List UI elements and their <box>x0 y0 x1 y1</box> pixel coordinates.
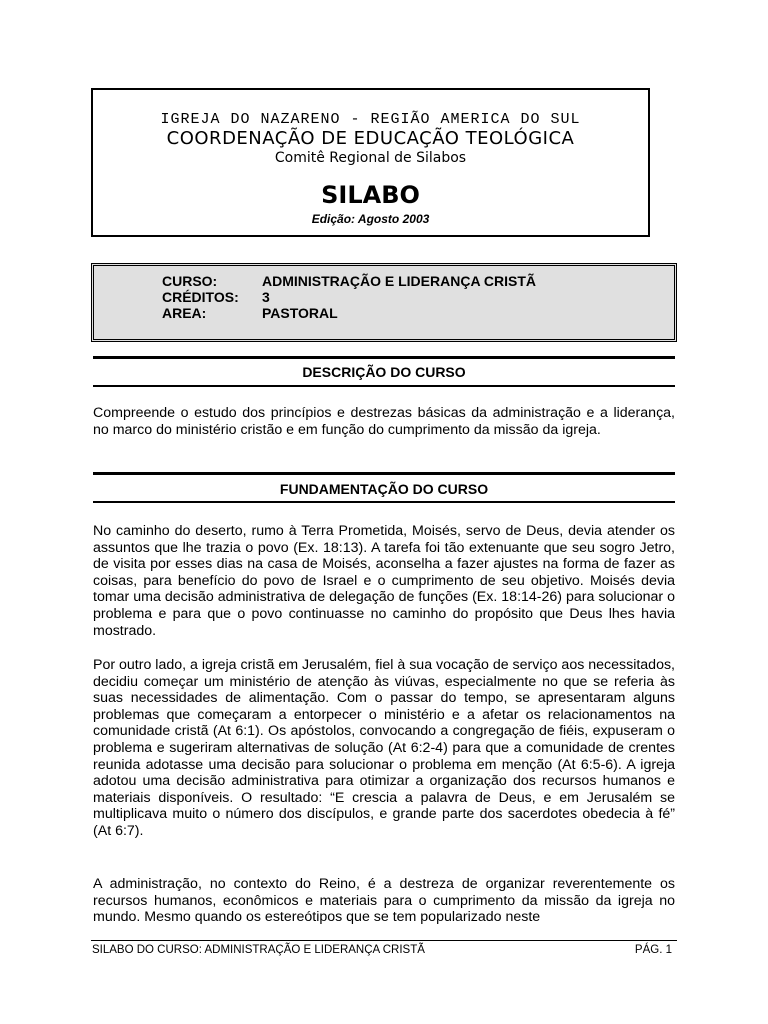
description-heading: DESCRIÇÃO DO CURSO <box>302 364 466 380</box>
foundation-paragraph-2: Por outro lado, a igreja cristã em Jerusalém, fiel à sua vocação de serviço aos necessitados, decidiu começar um ministério de atenção às viúvas, especialmente no que se referia às suas necessidades de alimentação. Com o passar do tempo, se apresentaram alguns problemas que começaram a entorpecer o ministério e a afetar os relacionamentos na comunidade cristã (At 6:1). Os apóstolos, convocando a congregação de fiéis, expuseram o problema e sugeriram alternativas de solução (At 6:2-4) para que a comunidade de crentes reunida adotasse uma decisão para solucionar o problema em menção (At 6:5-6). A igreja adotou uma decisão administrativa para otimizar a organização dos recursos humanos e materiais disponíveis. O resultado: “E crescia a palavra de Deus, e em Jerusalém se multiplicava muito o número dos discípulos, e grande parte dos sacerdotes obedecia à fé” (At 6:7). <box>93 657 675 839</box>
credits-label: CRÉDITOS: <box>162 289 239 305</box>
foundation-paragraph-3: A administração, no contexto do Reino, é a destreza de organizar reverentemente os recursos humanos, econômicos e materiais para o cumprimento da missão da igreja no mundo. Mesmo quando os estereótipos que se tem popularizado neste <box>93 876 675 926</box>
section-rule-top <box>93 356 675 359</box>
header-box <box>91 88 650 237</box>
credits-row <box>162 289 270 305</box>
footer-page-number: PÁG. 1 <box>634 944 672 956</box>
footer-rule <box>91 940 677 941</box>
footer-course-title: SILABO DO CURSO: ADMINISTRAÇÃO E LIDERANÇA CRISTÃ <box>92 944 425 956</box>
committee-name: Comitê Regional de Silabos <box>274 150 467 166</box>
course-value: ADMINISTRAÇÃO E LIDERANÇA CRISTÃ <box>262 273 537 289</box>
credits-value: 3 <box>262 289 270 305</box>
foundation-paragraph-1: No caminho do deserto, rumo à Terra Prometida, Moisés, servo de Deus, devia atender os assuntos que lhe trazia o povo (Ex. 18:13). A tarefa foi tão extenuante que seu sogro Jetro, de visita por esses dias na casa de Moisés, aconselha a fazer ajustes na forma de fazer as coisas, para benefício do povo de Israel e o cumprimento de seu objetivo. Moisés devia tomar uma decisão administrativa de delegação de funções (Ex. 18:14-26) para solucionar o problema e para que o povo continuasse no caminho do propósito que Deus lhes havia mostrado. <box>93 523 675 639</box>
section-rule-top <box>93 472 675 475</box>
section-rule-bottom <box>93 501 675 503</box>
course-row <box>162 273 536 289</box>
area-row <box>162 305 338 321</box>
description-paragraph: Compreende o estudo dos princípios e destrezas básicas da administração e a liderança, no marco do ministério cristão e em função do cumprimento da missão da igreja. <box>93 405 675 438</box>
organization-name: IGREJA DO NAZARENO - REGIÃO AMERICA DO SUL <box>160 111 581 128</box>
area-label: AREA: <box>162 305 207 321</box>
coordination-name: COORDENAÇÃO DE EDUCAÇÃO TEOLÓGICA <box>166 128 575 149</box>
course-label: CURSO: <box>162 273 218 289</box>
edition-line: Edição: Agosto 2003 <box>311 212 430 226</box>
document-title: SILABO <box>321 181 420 209</box>
foundation-heading: FUNDAMENTAÇÃO DO CURSO <box>279 481 489 497</box>
section-rule-bottom <box>93 385 675 387</box>
area-value: PASTORAL <box>262 305 338 321</box>
course-info-box <box>91 263 677 342</box>
